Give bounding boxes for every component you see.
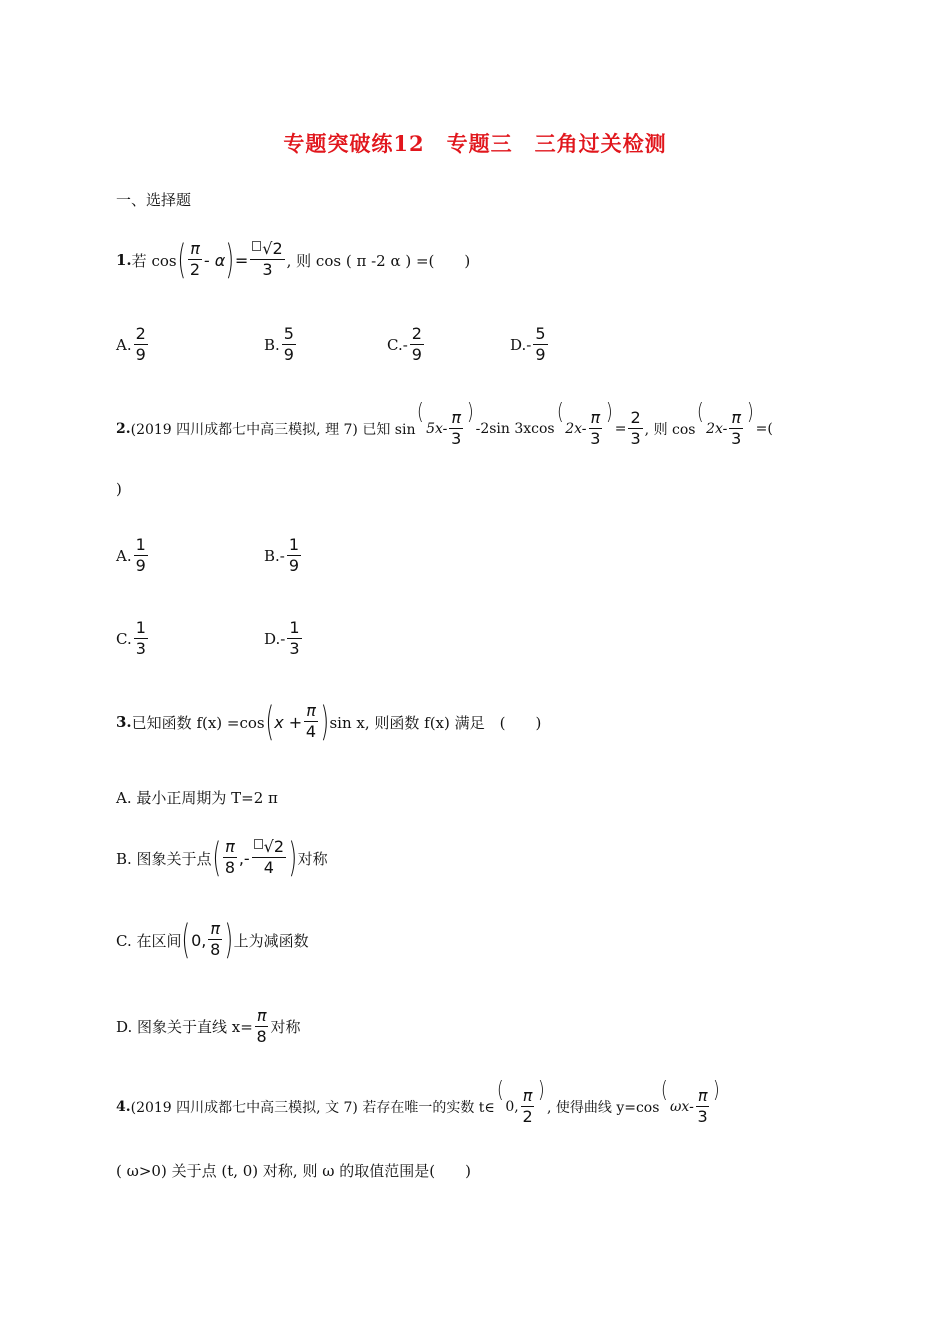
denominator: 2 (189, 260, 201, 279)
fraction (250, 241, 284, 279)
math-text: x + (274, 712, 303, 732)
numerator: π (256, 1006, 267, 1025)
numerator: π (522, 1086, 533, 1105)
left-paren: ( (181, 917, 191, 963)
question-text: 若 cos (131, 251, 177, 270)
numerator: 1 (135, 535, 146, 554)
question-2 (116, 400, 773, 448)
option-d[interactable] (116, 1008, 300, 1046)
question-2-tail: ) (116, 480, 122, 498)
question-4 (116, 1078, 722, 1126)
question-text: , 则 cos ( π -2 α ) =( ) (286, 251, 471, 270)
option-label: D. (264, 629, 281, 648)
denominator: 4 (305, 722, 317, 741)
numerator: π (210, 919, 220, 939)
math-text: 0, (191, 930, 207, 950)
fraction (410, 326, 424, 364)
option-label: B. (264, 546, 280, 565)
numerator: 2 (630, 408, 641, 427)
question-text: =( (755, 420, 773, 437)
left-paren: ( (556, 400, 564, 425)
math-text: 2x- (565, 420, 587, 437)
denominator: 3 (697, 1106, 708, 1126)
numerator: 1 (288, 535, 300, 554)
option-a[interactable] (116, 787, 278, 808)
option-c[interactable] (116, 917, 309, 963)
question-number: 4. (116, 1098, 131, 1115)
sign: - (402, 335, 408, 354)
numerator: 5 (283, 324, 294, 343)
option-c[interactable] (387, 326, 426, 364)
option-label: B. (264, 335, 280, 354)
denominator: 3 (731, 428, 742, 448)
fraction (696, 1088, 710, 1126)
fraction (255, 1008, 269, 1046)
left-paren: ( (496, 1078, 504, 1103)
math-text: 0, (505, 1098, 519, 1115)
right-paren: ) (606, 400, 613, 425)
fraction (287, 537, 301, 575)
option-text: 上为减函数 (233, 931, 309, 950)
equals: = (234, 250, 249, 270)
denominator: 9 (135, 344, 146, 364)
option-a[interactable] (116, 537, 150, 575)
question-text: sin x, 则函数 f(x) 满足 ( ) (329, 713, 542, 732)
denominator: 9 (535, 344, 546, 364)
question-1 (116, 237, 471, 283)
section-heading: 一、选择题 (116, 191, 192, 209)
fraction (287, 620, 301, 658)
option-c[interactable] (116, 620, 150, 658)
numerator: 2 (135, 324, 146, 343)
left-paren: ( (212, 835, 221, 881)
fraction (729, 410, 743, 448)
option-d[interactable] (510, 326, 550, 364)
numerator: π (590, 408, 601, 427)
fraction (449, 410, 463, 448)
math-text: 5x- (426, 420, 448, 437)
page-title: 专题突破练12 专题三 三角过关检测 (283, 131, 667, 156)
option-text: 对称 (270, 1018, 301, 1037)
numerator: 2 (411, 324, 422, 343)
denominator: 9 (288, 555, 300, 575)
left-paren: ( (417, 400, 425, 425)
denominator: 3 (630, 428, 641, 448)
fraction (134, 537, 148, 575)
math-text: - α (203, 250, 226, 270)
option-label: A. (116, 335, 132, 354)
numerator: π (731, 408, 742, 427)
fraction (521, 1088, 535, 1126)
option-text: A. 最小正周期为 T=2 π (116, 789, 278, 807)
sign: - (526, 335, 532, 354)
option-text: B. 图象关于点 (116, 849, 212, 868)
placeholder-box-icon (254, 839, 263, 849)
question-text: 已知函数 f(x) =cos (131, 713, 265, 732)
denominator: 3 (262, 260, 273, 279)
math-text: -2sin 3xcos (475, 420, 555, 437)
question-text: (2019 四川成都七中高三模拟, 文 7) 若存在唯一的实数 t∈ (130, 1099, 495, 1116)
question-text: , 则 cos (644, 421, 696, 438)
fraction (628, 410, 642, 448)
numerator: π (451, 408, 461, 427)
question-3 (116, 699, 542, 745)
numerator: π (225, 837, 235, 857)
option-b[interactable] (116, 835, 328, 881)
numerator: √2 (252, 839, 286, 858)
placeholder-box-icon (252, 241, 261, 251)
fraction (589, 410, 603, 448)
numerator: π (697, 1086, 708, 1105)
option-b[interactable] (264, 326, 298, 364)
left-paren: ( (265, 699, 274, 745)
denominator: 9 (411, 344, 422, 364)
fraction (208, 921, 222, 959)
numerator: π (306, 701, 316, 721)
numerator: 1 (135, 618, 146, 637)
question-number: 3. (116, 713, 132, 731)
option-d[interactable] (264, 620, 304, 658)
denominator: 3 (590, 428, 601, 448)
option-label: D. (510, 335, 527, 354)
right-paren: ) (713, 1078, 721, 1103)
question-text: , 使得曲线 y=cos (546, 1099, 660, 1116)
denominator: 2 (522, 1106, 533, 1126)
numerator: 1 (289, 618, 300, 637)
option-label: C. (116, 629, 132, 648)
option-text: 对称 (297, 849, 328, 868)
right-paren: ) (288, 835, 298, 881)
question-number: 2. (116, 420, 131, 437)
left-paren: ( (697, 400, 705, 425)
fraction (223, 839, 237, 877)
denominator: 4 (263, 858, 274, 877)
denominator: 9 (283, 344, 294, 364)
right-paren: ) (746, 400, 754, 425)
fraction (533, 326, 547, 364)
denominator: 8 (256, 1026, 267, 1046)
question-text: (2019 四川成都七中高三模拟, 理 7) 已知 sin (130, 421, 416, 438)
separator: ,- (238, 848, 250, 868)
denominator: 3 (289, 638, 300, 658)
option-label: C. (387, 335, 403, 354)
left-paren: ( (177, 237, 186, 283)
fraction (188, 241, 202, 279)
numerator: 5 (535, 324, 546, 343)
denominator: 8 (224, 858, 236, 877)
option-text: D. 图象关于直线 x= (116, 1018, 253, 1037)
denominator: 3 (135, 638, 146, 658)
fraction (282, 326, 296, 364)
right-paren: ) (224, 917, 234, 963)
denominator: 9 (135, 555, 146, 575)
right-paren: ) (225, 237, 235, 283)
fraction (252, 839, 286, 877)
numerator: π (190, 239, 200, 259)
option-text: C. 在区间 (116, 931, 182, 950)
denominator: 3 (451, 428, 462, 448)
math-text: ωx- (670, 1098, 694, 1115)
option-a[interactable] (116, 326, 150, 364)
option-b[interactable] (264, 537, 303, 575)
question-4-line2: ( ω>0) 关于点 (t, 0) 对称, 则 ω 的取值范围是( ) (116, 1162, 471, 1180)
fraction (304, 703, 318, 741)
right-paren: ) (466, 400, 474, 425)
denominator: 8 (210, 940, 221, 959)
question-number: 1. (116, 251, 132, 269)
option-label: A. (116, 546, 132, 565)
equals: = (614, 420, 627, 437)
sign: - (280, 629, 286, 648)
left-paren: ( (661, 1078, 669, 1103)
right-paren: ) (538, 1078, 546, 1103)
fraction (134, 326, 148, 364)
fraction (134, 620, 148, 658)
right-paren: ) (320, 699, 329, 745)
sign: - (279, 546, 285, 565)
numerator: √2 (250, 241, 284, 260)
math-text: 2x- (706, 420, 728, 437)
